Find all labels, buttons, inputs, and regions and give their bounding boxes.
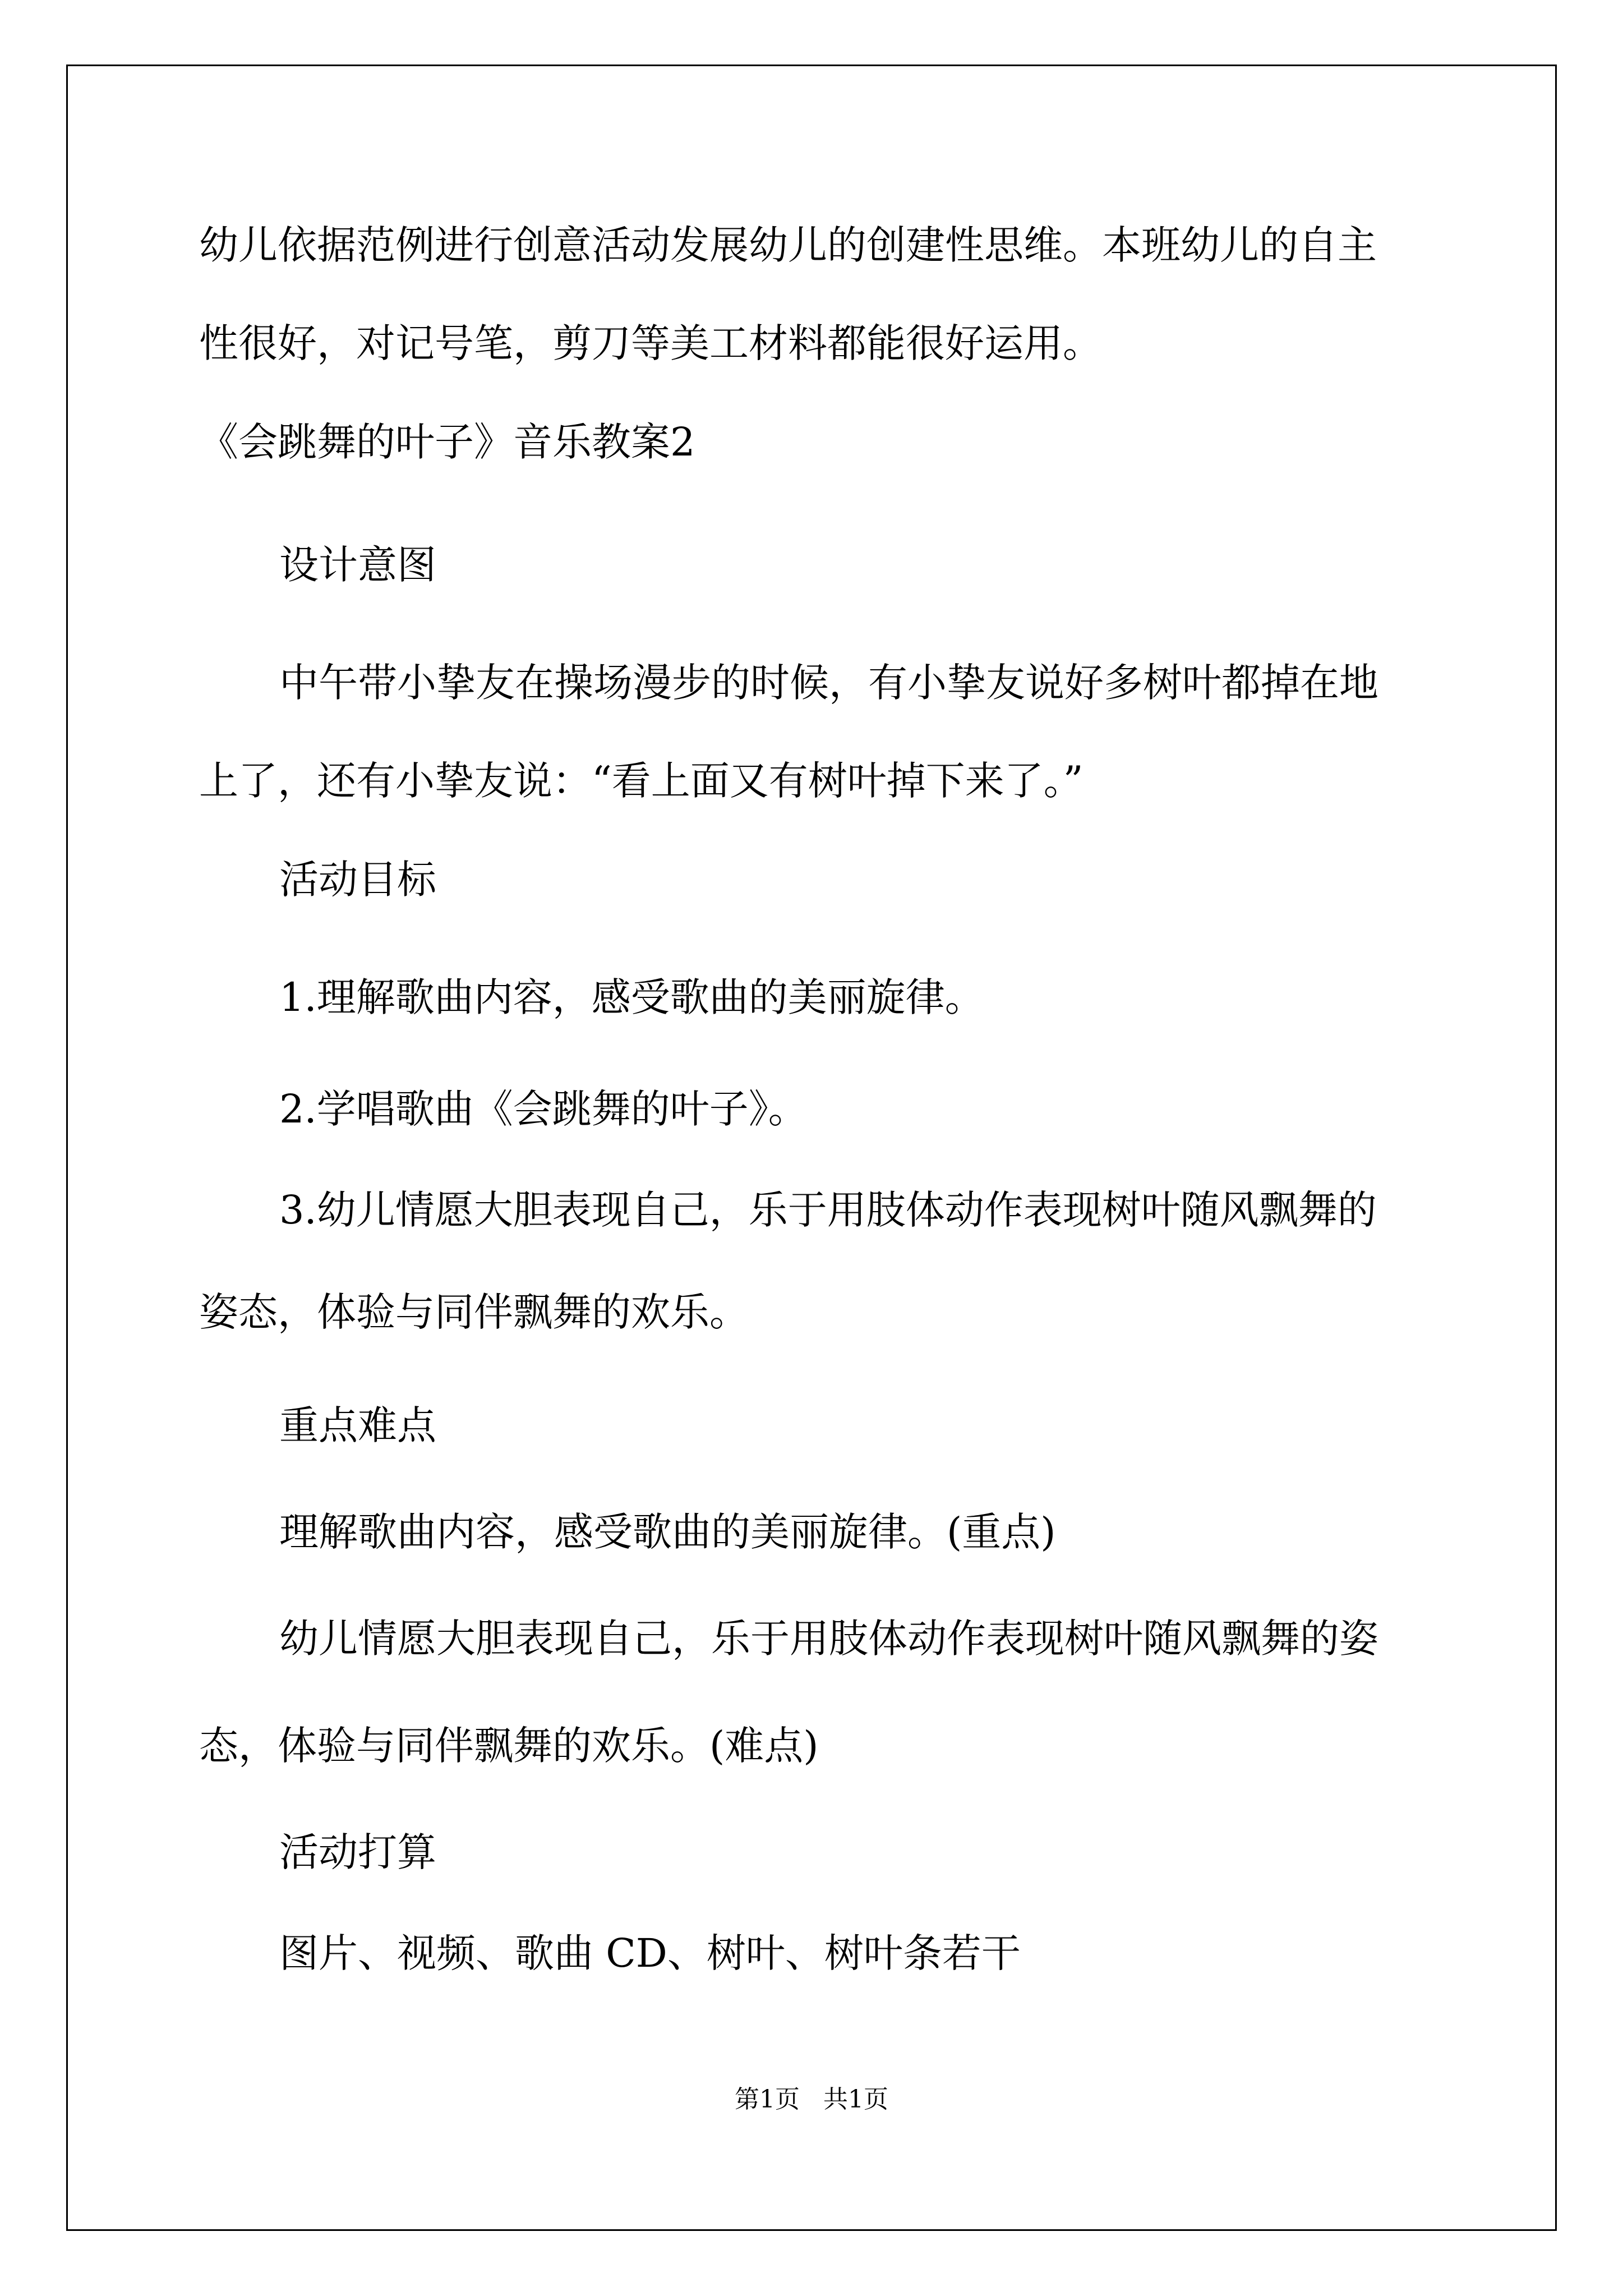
- body-text-line: 姿态，体验与同伴飘舞的欢乐。: [199, 1289, 749, 1335]
- page-footer: 第1页 共1页: [735, 2085, 888, 2114]
- body-text-line: 性很好，对记号笔，剪刀等美工材料都能很好运用。: [199, 320, 1102, 366]
- body-text-line: 中午带小挚友在操场漫步的时候，有小挚友说好多树叶都掉在地: [279, 660, 1378, 706]
- heading-activity-prep: 活动打算: [279, 1829, 436, 1875]
- heading-activity-goals: 活动目标: [279, 857, 436, 903]
- goal-item: 1.理解歌曲内容，感受歌曲的美丽旋律。: [279, 974, 984, 1020]
- body-text-line: 态，体验与同伴飘舞的欢乐。(难点): [199, 1723, 819, 1769]
- goal-item: 3.幼儿情愿大胆表现自己，乐于用肢体动作表现树叶随风飘舞的: [279, 1187, 1377, 1233]
- body-text-line: 幼儿情愿大胆表现自己，乐于用肢体动作表现树叶随风飘舞的姿: [279, 1616, 1378, 1662]
- heading-key-points: 重点难点: [279, 1402, 436, 1448]
- heading-design-intent: 设计意图: [279, 542, 436, 588]
- page-border: [66, 65, 1557, 2231]
- section-title: 《会跳舞的叶子》音乐教案2: [199, 419, 695, 465]
- body-text-line: 上了，还有小挚友说：“看上面又有树叶掉下来了。”: [199, 758, 1083, 804]
- body-text-line: 图片、视频、歌曲 CD、树叶、树叶条若干: [279, 1930, 1021, 1976]
- goal-item: 2.学唱歌曲《会跳舞的叶子》。: [279, 1086, 808, 1132]
- body-text-line: 理解歌曲内容，感受歌曲的美丽旋律。(重点): [279, 1509, 1056, 1555]
- body-text-line: 幼儿依据范例进行创意活动发展幼儿的创建性思维。本班幼儿的自主: [199, 222, 1377, 268]
